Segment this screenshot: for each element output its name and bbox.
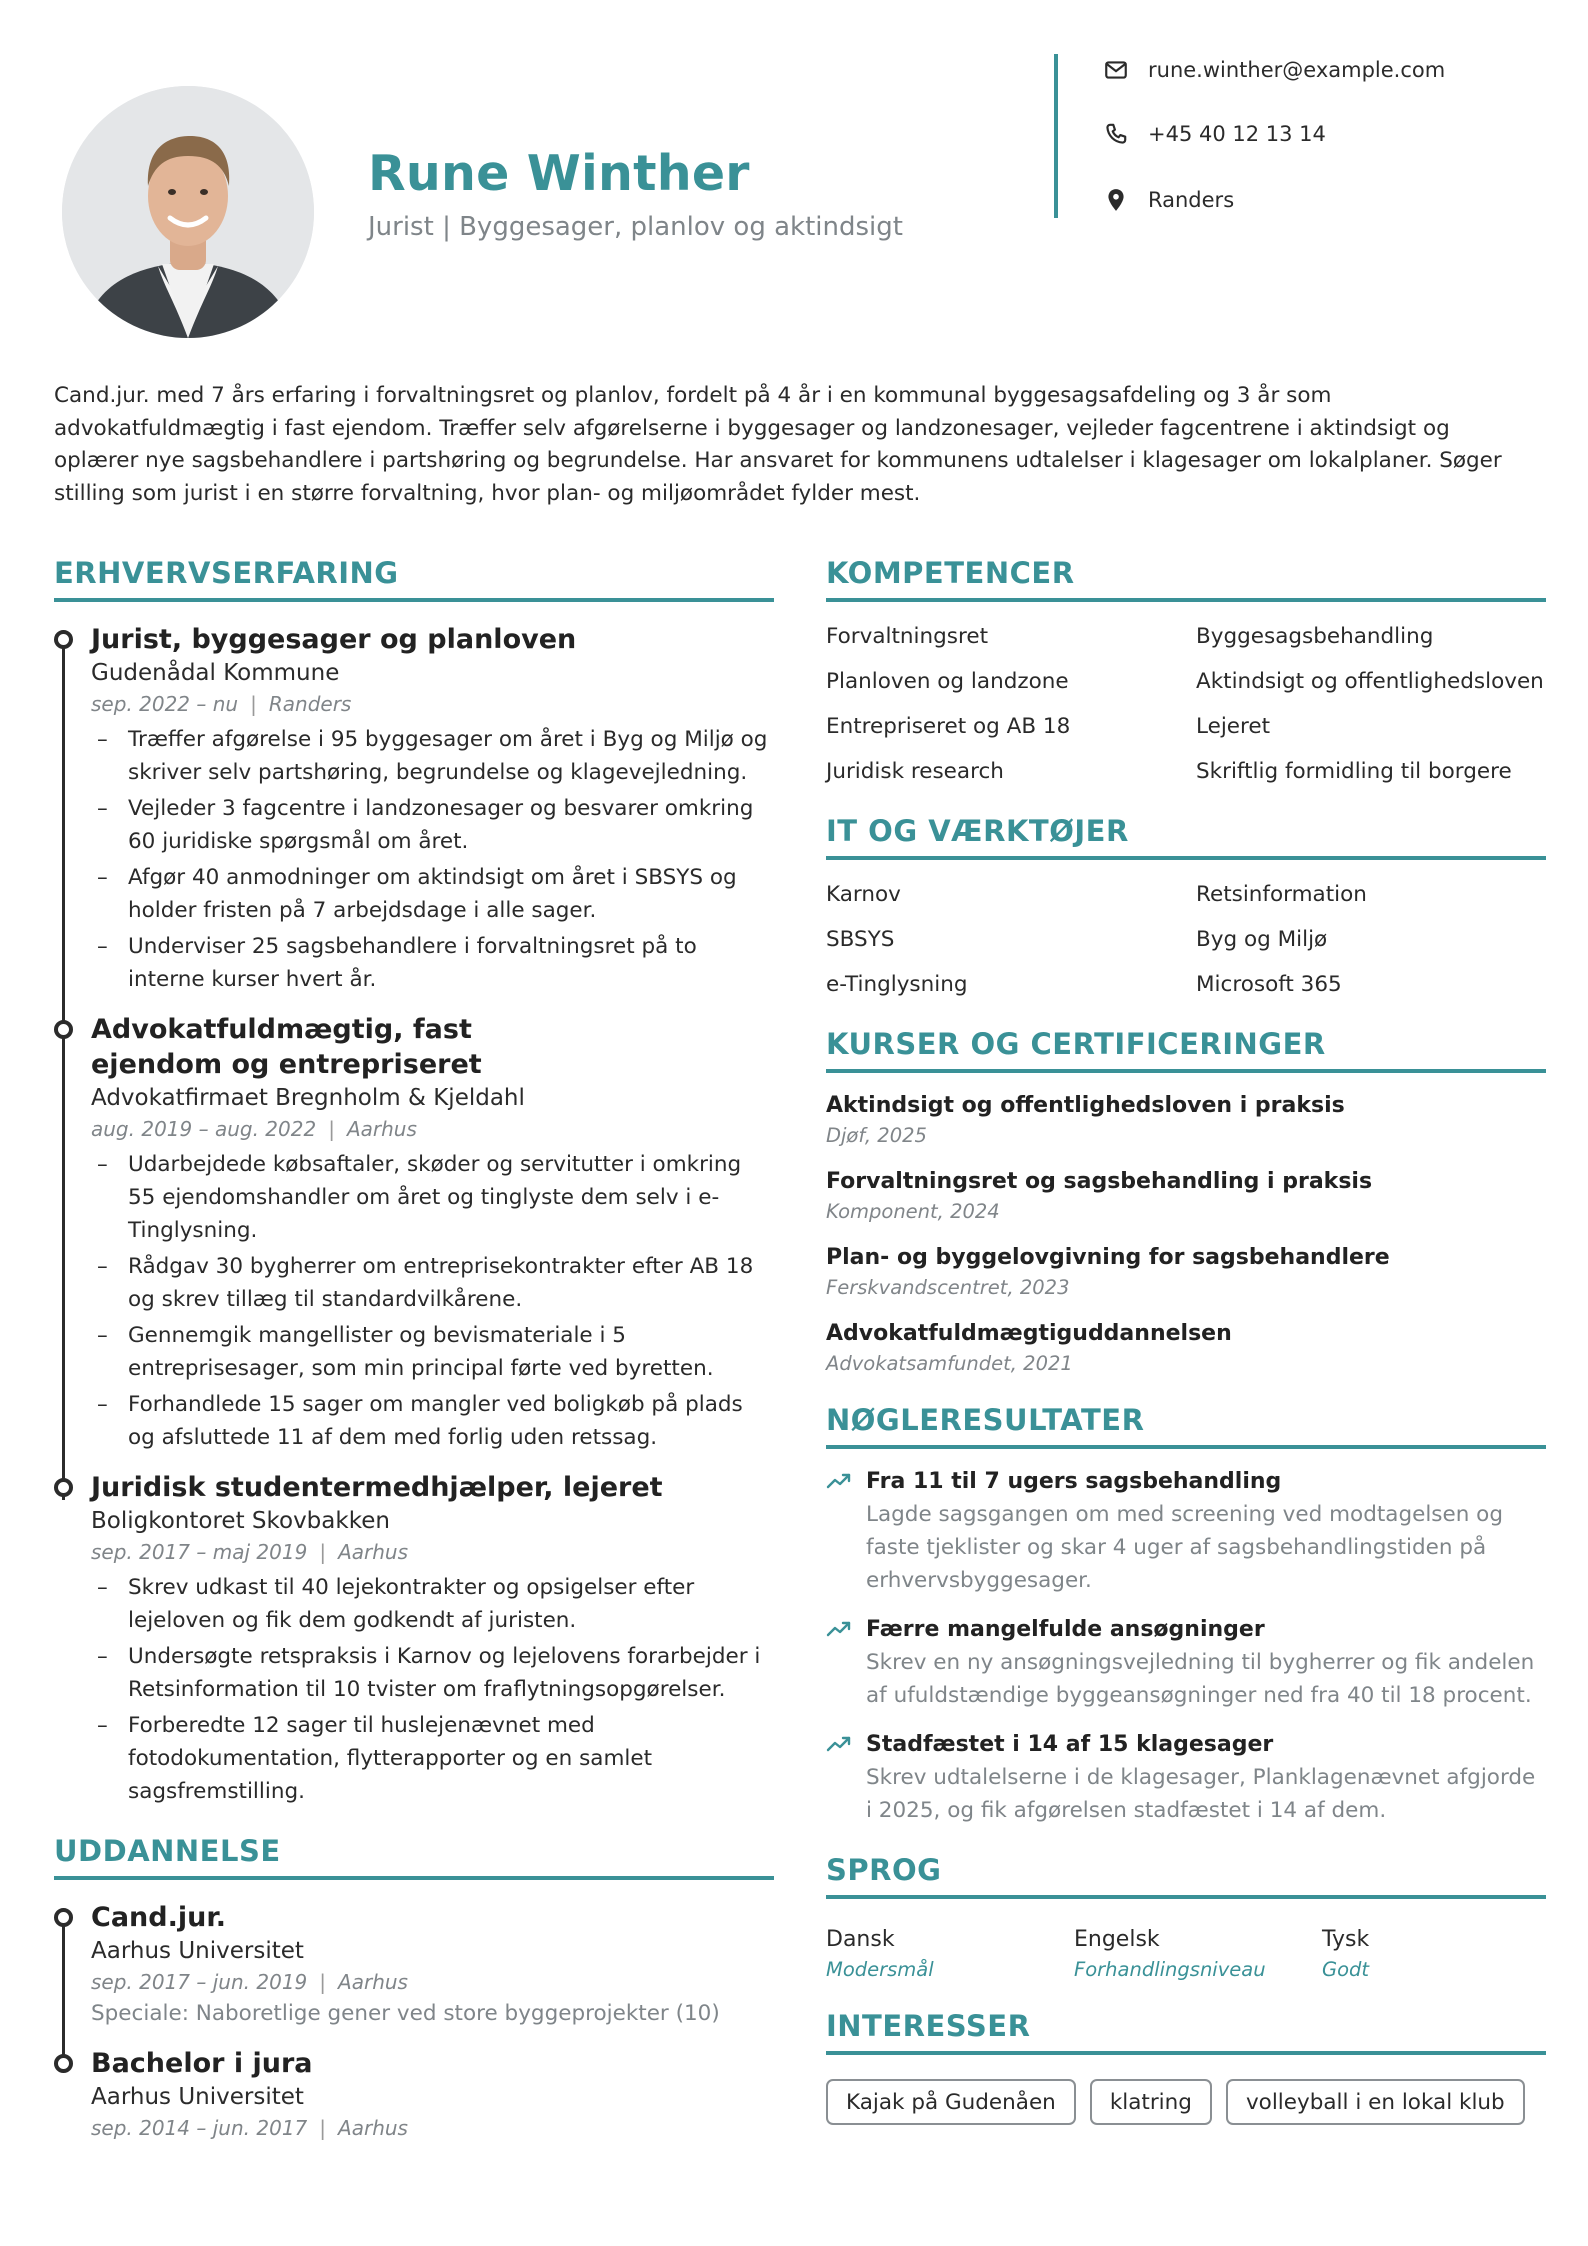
job-entry xyxy=(54,1012,774,1454)
job-title: Advokatfuldmægtig, fast ejendom og entrepriseret xyxy=(91,1014,482,1080)
skill-item: Lejeret xyxy=(1196,714,1271,739)
job-bullet: – Rådgav 30 bygherrer om entreprisekontrakter efter AB 18 og skrev tillæg til standardvilkårene. xyxy=(91,1250,774,1316)
timeline-dot xyxy=(54,630,73,649)
profile-photo xyxy=(62,86,314,338)
job-bullet: – Forberedte 12 sager til huslejenævnet med fotodokumentation, flytterapporter og en samlet sagsfremstilling. xyxy=(91,1709,774,1808)
contact-location-text: Randers xyxy=(1148,188,1235,212)
language-name: Engelsk xyxy=(1074,1927,1160,1952)
language-level: Modersmål xyxy=(826,1958,934,1981)
section-title-languages: SPROG xyxy=(826,1853,1546,1899)
job-bullets xyxy=(91,1148,774,1454)
job-bullet: – Undersøgte retspraksis i Karnov og lejelovens forarbejder i Retsinformation til 10 tvister om fraflytningsopgørelser. xyxy=(91,1640,774,1706)
job-title: Juridisk studentermedhjælper, lejeret xyxy=(91,1472,663,1503)
contact-email-text: rune.winther@example.com xyxy=(1148,58,1446,82)
education-entry xyxy=(54,1900,774,2030)
job-bullet: – Træffer afgørelse i 95 byggesager om året i Byg og Miljø og skriver selv partshøring, begrundelse og klagevejledning. xyxy=(91,723,774,789)
interest-chip: klatring xyxy=(1090,2079,1212,2125)
education-place: Aarhus xyxy=(338,1970,408,1994)
course-meta: Djøf, 2025 xyxy=(826,1124,927,1147)
job-entry xyxy=(54,1470,774,1808)
skill-item: Aktindsigt og offentlighedsloven xyxy=(1196,669,1544,694)
education-meta: sep. 2017 – jun. 2019 | Aarhus xyxy=(91,1970,408,1994)
tool-item: Karnov xyxy=(826,882,901,907)
result-text: Skrev udtalelserne i de klagesager, Planklagenævnet afgjorde i 2025, og fik afgørelsen stadfæstet i 14 af dem. xyxy=(866,1765,1536,1823)
education-place: Aarhus xyxy=(338,2116,408,2140)
course-title: Forvaltningsret og sagsbehandling i praksis xyxy=(826,1169,1373,1194)
section-title-skills: KOMPETENCER xyxy=(826,556,1546,602)
result-entry xyxy=(826,1728,1546,1827)
job-bullet: – Forhandlede 15 sager om mangler ved boligkøb på plads og afsluttede 11 af dem med forlig uden retssag. xyxy=(91,1388,774,1454)
profile-photo-illustration xyxy=(62,86,314,338)
job-title: Jurist, byggesager og planloven xyxy=(91,624,577,655)
skill-item: Planloven og landzone xyxy=(826,669,1069,694)
location-pin-icon xyxy=(1102,186,1130,214)
education-period: sep. 2017 – jun. 2019 xyxy=(91,1970,308,1994)
job-meta: aug. 2019 – aug. 2022 | Aarhus xyxy=(91,1117,417,1141)
tools-list xyxy=(826,876,1546,1003)
result-entry xyxy=(826,1465,1546,1597)
interests-list xyxy=(826,2079,1546,2125)
skill-item: Skriftlig formidling til borgere xyxy=(1196,759,1512,784)
section-title-experience: ERHVERVSERFARING xyxy=(54,556,774,602)
job-bullet: – Gennemgik mangellister og bevismateriale i 5 entreprisesager, som min principal førte ved byretten. xyxy=(91,1319,774,1385)
result-title: Stadfæstet i 14 af 15 klagesager xyxy=(866,1732,1274,1757)
trend-up-icon xyxy=(826,1734,852,1754)
timeline-dot xyxy=(54,1020,73,1039)
section-title-education: UDDANNELSE xyxy=(54,1834,774,1880)
tool-item: SBSYS xyxy=(826,927,895,952)
language-entry xyxy=(1074,1923,1322,1983)
candidate-name: Rune Winther xyxy=(368,145,750,202)
education-institution: Aarhus Universitet xyxy=(91,1938,304,1964)
education-meta: sep. 2014 – jun. 2017 | Aarhus xyxy=(91,2116,408,2140)
course-entry xyxy=(826,1241,1546,1301)
education-timeline xyxy=(54,1900,774,2143)
job-bullet: – Skrev udkast til 40 lejekontrakter og opsigelser efter lejeloven og fik dem godkendt af juristen. xyxy=(91,1571,774,1637)
job-meta: sep. 2017 – maj 2019 | Aarhus xyxy=(91,1540,408,1564)
skill-item: Entrepriseret og AB 18 xyxy=(826,714,1071,739)
section-title-results: NØGLERESULTATER xyxy=(826,1403,1546,1449)
degree-title: Cand.jur. xyxy=(91,1902,227,1933)
job-place: Aarhus xyxy=(338,1540,408,1564)
interest-chip: Kajak på Gudenåen xyxy=(826,2079,1076,2125)
job-period: aug. 2019 – aug. 2022 xyxy=(91,1117,317,1141)
result-text: Lagde sagsgangen om med screening ved modtagelsen og faste tjeklister og skar 4 uger af sagsbehandlingstiden på erhvervsbyggesager. xyxy=(866,1502,1503,1593)
course-title: Advokatfuldmægtiguddannelsen xyxy=(826,1321,1232,1346)
course-entry xyxy=(826,1317,1546,1377)
job-bullet: – Vejleder 3 fagcentre i landzonesager og besvarer omkring 60 juridiske spørgsmål om året. xyxy=(91,792,774,858)
result-text: Skrev en ny ansøgningsvejledning til bygherrer og fik andelen af ufuldstændige byggeansøgninger ned fra 40 til 18 procent. xyxy=(866,1650,1535,1708)
job-organization: Boligkontoret Skovbakken xyxy=(91,1508,390,1534)
phone-icon xyxy=(1102,120,1130,148)
tool-item: Microsoft 365 xyxy=(1196,972,1342,997)
job-bullet: – Underviser 25 sagsbehandlere i forvaltningsret på to interne kurser hvert år. xyxy=(91,930,774,996)
job-meta: sep. 2022 – nu | Randers xyxy=(91,692,352,716)
mail-icon xyxy=(1102,56,1130,84)
result-title: Færre mangelfulde ansøgninger xyxy=(866,1617,1265,1642)
course-entry xyxy=(826,1089,1546,1149)
degree-title: Bachelor i jura xyxy=(91,2048,313,2079)
job-entry xyxy=(54,622,774,996)
result-entry xyxy=(826,1613,1546,1712)
course-entry xyxy=(826,1165,1546,1225)
language-level: Godt xyxy=(1322,1958,1370,1981)
contact-email[interactable] xyxy=(1102,56,1445,84)
section-title-courses: KURSER OG CERTIFICERINGER xyxy=(826,1027,1546,1073)
language-level: Forhandlingsniveau xyxy=(1074,1958,1266,1981)
experience-timeline xyxy=(54,622,774,1808)
tool-item: e-Tinglysning xyxy=(826,972,968,997)
candidate-subtitle: Jurist | Byggesager, planlov og aktindsigt xyxy=(368,212,903,242)
trend-up-icon xyxy=(826,1619,852,1639)
timeline-dot xyxy=(54,1478,73,1497)
timeline-dot xyxy=(54,2054,73,2073)
job-organization: Advokatfirmaet Bregnholm & Kjeldahl xyxy=(91,1085,525,1111)
job-bullets xyxy=(91,723,774,996)
education-institution: Aarhus Universitet xyxy=(91,2084,304,2110)
job-organization: Gudenådal Kommune xyxy=(91,660,340,686)
contact-divider xyxy=(1054,54,1058,218)
section-title-tools: IT OG VÆRKTØJER xyxy=(826,814,1546,860)
course-title: Aktindsigt og offentlighedsloven i praksis xyxy=(826,1093,1345,1118)
skills-list xyxy=(826,618,1546,790)
job-period: sep. 2017 – maj 2019 xyxy=(91,1540,308,1564)
contact-phone-text: +45 40 12 13 14 xyxy=(1148,122,1326,146)
thesis-note: Speciale: Naboretlige gener ved store byggeprojekter (10) xyxy=(91,2001,720,2026)
languages-list xyxy=(826,1923,1546,1983)
right-column xyxy=(826,556,1546,2125)
course-title: Plan- og byggelovgivning for sagsbehandlere xyxy=(826,1245,1390,1270)
language-entry xyxy=(826,1923,1074,1983)
result-title: Fra 11 til 7 ugers sagsbehandling xyxy=(866,1469,1282,1494)
course-meta: Komponent, 2024 xyxy=(826,1200,1000,1223)
tool-item: Retsinformation xyxy=(1196,882,1367,907)
contact-location xyxy=(1102,186,1234,214)
job-place: Randers xyxy=(268,692,352,716)
skill-item: Forvaltningsret xyxy=(826,624,988,649)
job-bullets xyxy=(91,1571,774,1808)
job-bullet: – Udarbejdede købsaftaler, skøder og servitutter i omkring 55 ejendomshandler om året og tinglyste dem selv i e-Tinglysning. xyxy=(91,1148,774,1247)
skill-item: Juridisk research xyxy=(826,759,1004,784)
education-period: sep. 2014 – jun. 2017 xyxy=(91,2116,308,2140)
timeline-dot xyxy=(54,1908,73,1927)
course-meta: Ferskvandscentret, 2023 xyxy=(826,1276,1070,1299)
job-bullet: – Afgør 40 anmodninger om aktindsigt om året i SBSYS og holder fristen på 7 arbejdsdage i alle sager. xyxy=(91,861,774,927)
skill-item: Byggesagsbehandling xyxy=(1196,624,1434,649)
profile-summary: Cand.jur. med 7 års erfaring i forvaltningsret og planlov, fordelt på 4 år i en kommunal byggesagsafdeling og 3 år som advokatfuldmægtig i fast ejendom. Træffer selv afgørelserne i byggesager og landzonesager, vejleder fagcentrene i aktindsigt og oplærer nye sagsbehandlere i partshøring og begrundelse. Har ansvaret for kommunens udtalelser i klagesager om lokalplaner. Søger stilling som jurist i en større forvaltning, hvor plan- og miljøområdet fylder mest. xyxy=(54,383,1502,506)
interest-chip: volleyball i en lokal klub xyxy=(1226,2079,1525,2125)
section-title-interests: INTERESSER xyxy=(826,2009,1546,2055)
job-place: Aarhus xyxy=(346,1117,417,1141)
language-name: Tysk xyxy=(1322,1927,1370,1952)
language-entry xyxy=(1322,1923,1542,1983)
left-column xyxy=(54,556,774,2159)
contact-phone[interactable] xyxy=(1102,120,1326,148)
job-period: sep. 2022 – nu xyxy=(91,692,239,716)
education-entry xyxy=(54,2046,774,2143)
language-name: Dansk xyxy=(826,1927,895,1952)
course-meta: Advokatsamfundet, 2021 xyxy=(826,1352,1073,1375)
courses-list xyxy=(826,1089,1546,1377)
trend-up-icon xyxy=(826,1471,852,1491)
results-list xyxy=(826,1465,1546,1827)
tool-item: Byg og Miljø xyxy=(1196,927,1328,952)
